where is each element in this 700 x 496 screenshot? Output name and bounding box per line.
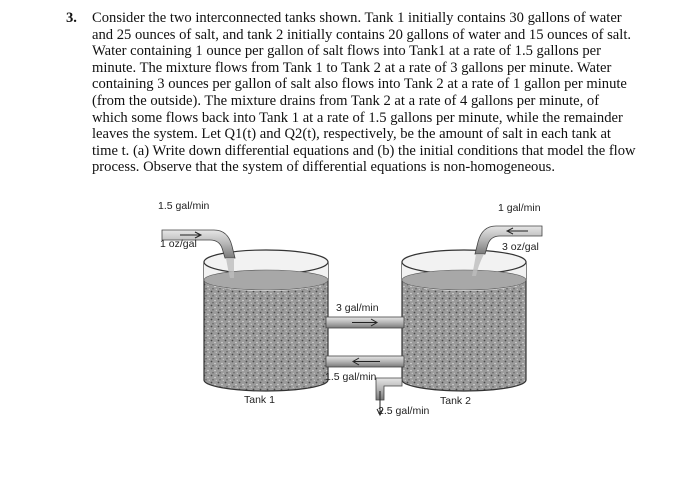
tank-1 [204,250,328,391]
problem-statement [92,10,656,176]
pipe-bottom-rate-label: 1.5 gal/min [325,371,377,383]
problem-line: containing 3 ounces per gallon of salt also flows into Tank 2 at a rate of 1 gallon per minute [92,76,627,93]
inflow-1-rate-label: 1.5 gal/min [158,200,210,212]
inflow-2-concentration-label: 3 oz/gal [502,241,539,253]
problem-line: time t. (a) Write down differential equations and (b) the initial conditions that model the flow [92,142,636,159]
problem-line: Water containing 1 ounce per gallon of salt flows into Tank1 at a rate of 1.5 gallons per [92,43,601,60]
problem-line: process. Observe that the system of differential equations is non-homogeneous. [92,159,555,176]
problem-line: Consider the two interconnected tanks shown. Tank 1 initially contains 30 gallons of water [92,10,622,26]
tank-1-label: Tank 1 [244,394,275,406]
problem-line: and 25 ounces of salt, and tank 2 initially contains 20 gallons of water and 15 ounces of salt. [92,26,632,43]
problem-line: (from the outside). The mixture drains from Tank 2 at a rate of 4 gallons per minute, of [92,92,600,109]
problem-3 [66,10,656,176]
inflow-1-concentration-label: 1 oz/gal [160,238,197,250]
inflow-2-rate-label: 1 gal/min [498,202,541,214]
pipe-top-rate-label: 3 gal/min [336,302,379,314]
tank-2-label: Tank 2 [440,395,471,407]
tank-2 [402,250,526,391]
problem-line: minute. The mixture flows from Tank 1 to Tank 2 at a rate of 3 gallons per minute. Water [92,59,612,76]
tanks-diagram [140,192,560,432]
problem-line: leaves the system. Let Q1(t) and Q2(t), respectively, be the amount of salt in each tank at [92,126,611,143]
drain-rate-label: 2.5 gal/min [378,405,430,417]
problem-line: which some flows back into Tank 1 at a rate of 1.5 gallons per minute, while the remainder [92,109,623,126]
problem-number: 3. [66,10,77,26]
